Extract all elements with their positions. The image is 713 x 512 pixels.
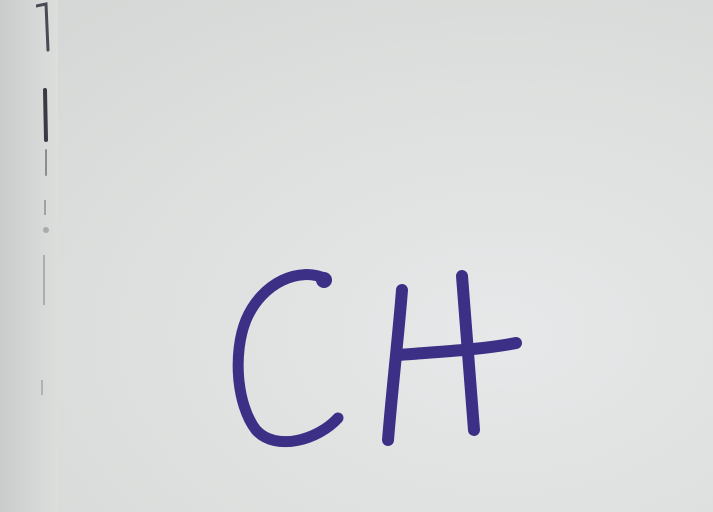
letter-c xyxy=(238,272,338,442)
letter-h xyxy=(388,276,516,440)
